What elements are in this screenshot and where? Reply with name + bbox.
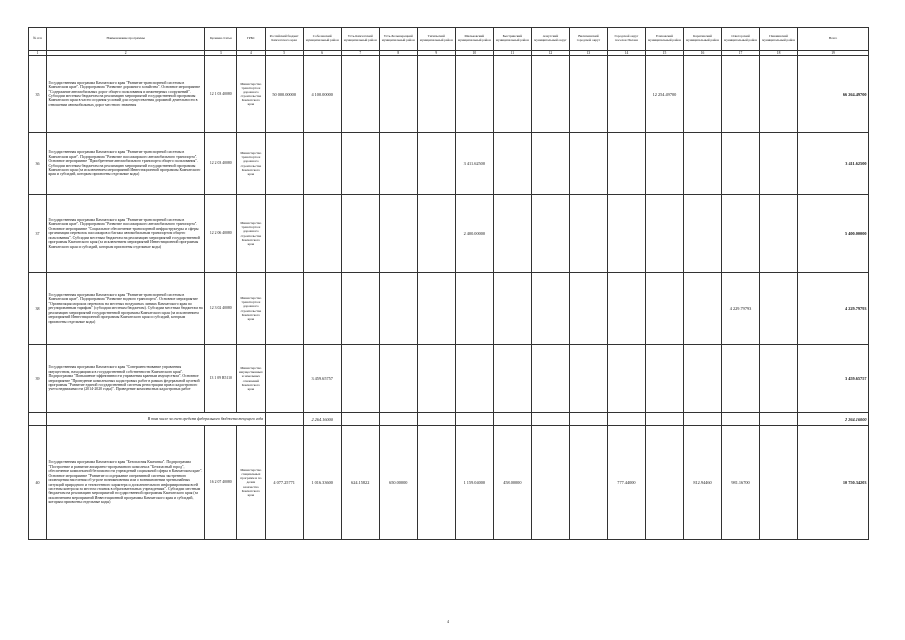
value-cell [569, 195, 607, 273]
header-cell: Вилючинский городской округ [569, 28, 607, 51]
value-cell: 50 000.00000 [265, 56, 303, 133]
row-total: 3 459.65757 [798, 345, 869, 413]
value-cell [531, 345, 569, 413]
value-cell [607, 273, 645, 345]
program-name: Государственная программа Камчатского края "Развитие транспортной системы в Камчатском крае". Подпрограмма "Развитие пассажирского автомобильного транспорта". Основное мероприятие "Социальное обеспечение транспортной инфраструктуры и сферы организации перевозок пассажиров и багажа автомобильным транспортом общего пользования". Субсидии местным бюджетам на реализацию мероприятий государственной программы Камчатского края (за исключением мероприятий Инвестиционной программы Камчатского края и субсидий, которым присвоены отдельные коды) [46, 195, 204, 273]
value-cell [493, 56, 531, 133]
header-cell: Карагинский муниципальный район [683, 28, 721, 51]
value-cell: 4 229.79793 [722, 273, 760, 345]
value-cell [341, 195, 379, 273]
column-number: 3 [205, 51, 237, 56]
value-cell [341, 273, 379, 345]
value-cell [455, 345, 493, 413]
page-number: 4 [447, 619, 449, 624]
column-number: 2 [46, 51, 204, 56]
budget-table [28, 27, 869, 540]
value-cell [607, 345, 645, 413]
column-number: 10 [455, 51, 493, 56]
value-cell [683, 345, 721, 413]
program-name: Государственная программа Камчатского края "Развитие транспортной системы в Камчатском крае". Подпрограмма "Развитие водного транспорта". Основное мероприятие "Организация морских перевозок на местных воздушных линиях Камчатского края по регулированным тарифам" (субсидии местным бюджетам). Субсидии местным бюджетам на реализацию мероприятий государственной программы Камчатского края (за исключением мероприятий Инвестиционной программы Камчатского края и субсидий, которым присвоены отдельные коды) [46, 273, 204, 345]
value-cell: 812.94460 [683, 426, 721, 540]
value-cell: 777.44000 [607, 426, 645, 540]
target-code: 13 1 09 R5110 [205, 345, 237, 413]
header-cell: Всего [798, 28, 869, 51]
column-number: 19 [798, 51, 869, 56]
row-total: 4 229.79793 [798, 273, 869, 345]
value-cell: 1 016.33600 [303, 426, 341, 540]
value-cell [417, 195, 455, 273]
header-cell: Российский бюджет Камчатского края [265, 28, 303, 51]
table-row [29, 133, 869, 195]
header-cell: Быстринский муниципальный район [493, 28, 531, 51]
value-cell [569, 133, 607, 195]
value-cell [379, 56, 417, 133]
empty-cell [607, 413, 645, 426]
empty-cell [645, 413, 683, 426]
row-total: 3 411.62500 [798, 133, 869, 195]
value-cell [455, 273, 493, 345]
header-cell: Тигильский муниципальный район [417, 28, 455, 51]
value-cell [531, 273, 569, 345]
value-cell [265, 133, 303, 195]
header-cell: Соболевский муниципальный район [303, 28, 341, 51]
value-cell [417, 426, 455, 540]
grbs-name: Министерство транспорта и дорожного строительства Камчатского края [237, 133, 266, 195]
header-cell: Елизовский муниципальный район [645, 28, 683, 51]
value-cell: 650.00000 [379, 426, 417, 540]
value-cell [760, 133, 798, 195]
row-number: 37 [29, 195, 47, 273]
value-cell [379, 133, 417, 195]
header-row [29, 28, 869, 51]
column-number: 17 [722, 51, 760, 56]
value-cell [683, 273, 721, 345]
value-cell: 4 100.00000 [303, 56, 341, 133]
column-number: 13 [569, 51, 607, 56]
federal-share-label: В том числе за счет средств федерального бюджета текущего года [46, 413, 265, 426]
value-cell [265, 273, 303, 345]
value-cell [303, 195, 341, 273]
value-cell [760, 56, 798, 133]
value-cell [417, 273, 455, 345]
value-cell [760, 426, 798, 540]
value-cell [417, 345, 455, 413]
federal-share-row [29, 413, 869, 426]
value-cell [379, 195, 417, 273]
value-cell [493, 195, 531, 273]
value-cell [493, 345, 531, 413]
table-row [29, 273, 869, 345]
value-cell: 2 400.00000 [455, 195, 493, 273]
value-cell [760, 273, 798, 345]
column-number: 5 [265, 51, 303, 56]
value-cell [531, 56, 569, 133]
federal-share-total: 2 264.16000 [798, 413, 869, 426]
table-row [29, 56, 869, 133]
value-cell [760, 195, 798, 273]
row-number: 39 [29, 345, 47, 413]
value-cell [607, 195, 645, 273]
column-number: 7 [341, 51, 379, 56]
value-cell [645, 345, 683, 413]
grbs-name: Министерство транспорта и дорожного строительства Камчатского края [237, 273, 266, 345]
value-cell: 981.16700 [722, 426, 760, 540]
value-cell [341, 133, 379, 195]
empty-cell [379, 413, 417, 426]
row-total: 5 400.00000 [798, 195, 869, 273]
row-total: 66 264.49700 [798, 56, 869, 133]
value-cell [265, 345, 303, 413]
column-number: 12 [531, 51, 569, 56]
value-cell [722, 345, 760, 413]
value-cell: 3 411.62500 [455, 133, 493, 195]
target-code: 12 2 06 40080 [205, 195, 237, 273]
program-name: Государственная программа Камчатского края "Безопасная Камчатка". Подпрограмма "Построение и развитие аппаратно-программного комплекса "Безопасный город", обеспечение комплексной безопасности учреждений социальной сферы в Камчатском крае". Основное мероприятие "Развитие и содержание оперативной системы экстренного оповещения населения об угрозе возникновения или о возникновении чрезвычайных ситуаций природного и техногенного характера и дополнительного информирования всей системы контроля за местом стоянок в образовательных учреждениях". Субсидии местным бюджетам на реализацию мероприятий государственной программы Камчатского края (за исключением мероприятий Инвестиционной программы Камчатского края и субсидий, которым присвоены отдельные коды) [46, 426, 204, 540]
program-name: Государственная программа Камчатского края "Развитие транспортной системы в Камчатском крае". Подпрограмма "Развитие пассажирского автомобильного транспорта". Основное мероприятие "Приобретение автомобильного транспорта общего пользования". Субсидии местным бюджетам на реализацию мероприятий государственной программы Камчатского края (за исключением мероприятий Инвестиционной программы Камчатского края и субсидий, которым присвоены отдельные коды) [46, 133, 204, 195]
column-number: 16 [683, 51, 721, 56]
empty-cell [683, 413, 721, 426]
value-cell: 1 159.04000 [455, 426, 493, 540]
column-number: 1 [29, 51, 47, 56]
grbs-name: Министерство транспорта и дорожного строительства Камчатского края [237, 195, 266, 273]
value-cell [493, 273, 531, 345]
empty-cell [493, 413, 531, 426]
value-cell [683, 56, 721, 133]
empty-cell [569, 413, 607, 426]
value-cell [493, 133, 531, 195]
header-cell: Олюторский муниципальный район [722, 28, 760, 51]
value-cell [569, 273, 607, 345]
target-code: 12 1 03 40080 [205, 56, 237, 133]
column-number: 8 [379, 51, 417, 56]
federal-share-value: 2 264.16000 [303, 413, 341, 426]
empty-cell [341, 413, 379, 426]
value-cell [607, 133, 645, 195]
column-number: 11 [493, 51, 531, 56]
value-cell [683, 195, 721, 273]
header-cell: Мильковский муниципальный район [455, 28, 493, 51]
column-number: 6 [303, 51, 341, 56]
header-cell: Усть-Камчатский муниципальный район [341, 28, 379, 51]
table-row [29, 345, 869, 413]
empty-cell [760, 413, 798, 426]
value-cell [531, 195, 569, 273]
value-cell [607, 56, 645, 133]
empty-cell [455, 413, 493, 426]
empty-cell [531, 413, 569, 426]
header-cell: ГРБС [237, 28, 266, 51]
empty-cell [722, 413, 760, 426]
value-cell: 458.00000 [493, 426, 531, 540]
value-cell: 4 077.25771 [265, 426, 303, 540]
row-number: 40 [29, 426, 47, 540]
row-number: 36 [29, 133, 47, 195]
empty-cell [29, 413, 47, 426]
value-cell [303, 273, 341, 345]
header-cell: Целевая статья [205, 28, 237, 51]
value-cell [645, 195, 683, 273]
value-cell: 12 254.49700 [645, 56, 683, 133]
grbs-name: Министерство специальных программ и по делам казачества Камчатского края [237, 426, 266, 540]
value-cell [341, 345, 379, 413]
value-cell [760, 345, 798, 413]
table-row [29, 195, 869, 273]
empty-cell [265, 413, 303, 426]
value-cell [379, 345, 417, 413]
program-name: Государственная программа Камчатского края "Развитие транспортной системы в Камчатском крае". Подпрограмма "Развитие дорожного хозяйства". Основное мероприятие "Содержание автомобильных дорог общего пользования и инженерных сооружений". Субсидии местным бюджетам на реализацию мероприятий государственной программы Камчатского края в части создания условий для осуществления дорожной деятельности в отношении автомобильных дорог местного значения [46, 56, 204, 133]
program-name: Государственная программа Камчатского края "Совершенствование управления имуществом, находящимся в государственной собственности Камчатского края". Подпрограмма "Повышение эффективности управления краевым имуществом". Основное мероприятие "Проведение комплексных кадастровых работ в рамках федеральной целевой программы "Развитие единой государственной системы регистрации прав и кадастрового учета недвижимости (2014-2020 годы)". Проведение комплексных кадастровых работ [46, 345, 204, 413]
target-code: 12 2 03 40080 [205, 133, 237, 195]
value-cell: 624.15822 [341, 426, 379, 540]
target-code: 16 2 07 40080 [205, 426, 237, 540]
column-number: 18 [760, 51, 798, 56]
value-cell [341, 56, 379, 133]
value-cell [379, 273, 417, 345]
value-cell [417, 133, 455, 195]
empty-cell [417, 413, 455, 426]
header-cell: Алеутский муниципальный округ [531, 28, 569, 51]
row-total: 10 750.34203 [798, 426, 869, 540]
target-code: 12 3 02 40080 [205, 273, 237, 345]
value-cell [417, 56, 455, 133]
header-cell: Городской округ поселок Палана [607, 28, 645, 51]
grbs-name: Министерство транспорта и дорожного строительства Камчатского края [237, 56, 266, 133]
value-cell [645, 426, 683, 540]
value-cell [645, 273, 683, 345]
value-cell [645, 133, 683, 195]
header-cell: Усть-Большерецкий муниципальный район [379, 28, 417, 51]
value-cell [722, 195, 760, 273]
value-cell [455, 56, 493, 133]
table-row [29, 426, 869, 540]
column-number: 4 [237, 51, 266, 56]
column-number: 14 [607, 51, 645, 56]
row-number: 38 [29, 273, 47, 345]
value-cell [683, 133, 721, 195]
value-cell [531, 133, 569, 195]
row-number: 35 [29, 56, 47, 133]
value-cell [722, 56, 760, 133]
header-cell: Наименование программы [46, 28, 204, 51]
header-cell: № п/п [29, 28, 47, 51]
column-number: 15 [645, 51, 683, 56]
grbs-name: Министерство имущественных и земельных отношений Камчатского края [237, 345, 266, 413]
column-number: 9 [417, 51, 455, 56]
header-cell: Пенжинский муниципальный район [760, 28, 798, 51]
value-cell [265, 195, 303, 273]
value-cell [531, 426, 569, 540]
value-cell [569, 56, 607, 133]
value-cell [569, 426, 607, 540]
value-cell [569, 345, 607, 413]
value-cell: 3 459.65757 [303, 345, 341, 413]
value-cell [722, 133, 760, 195]
value-cell [303, 133, 341, 195]
